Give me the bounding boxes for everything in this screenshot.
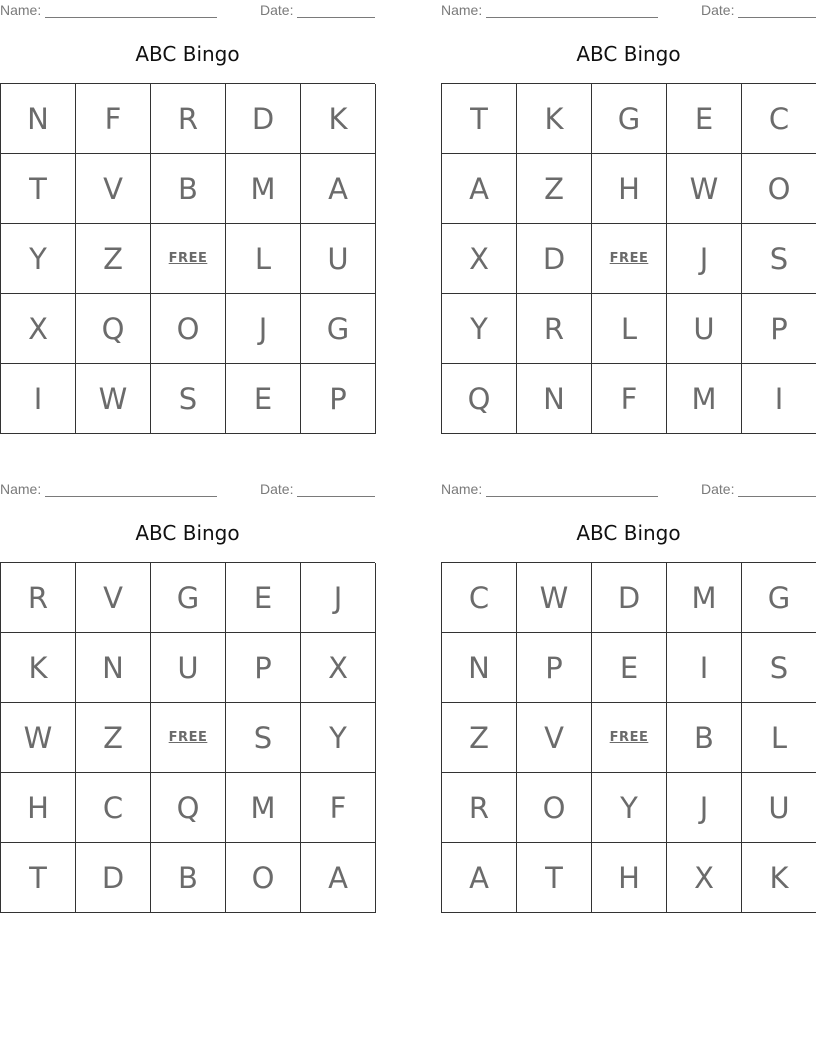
bingo-cell: J bbox=[667, 773, 742, 843]
date-field[interactable] bbox=[738, 17, 816, 18]
bingo-cell: N bbox=[517, 364, 592, 434]
bingo-cell: F bbox=[301, 773, 376, 843]
name-label: Name: bbox=[441, 2, 483, 18]
card-title: ABC Bingo bbox=[576, 521, 681, 545]
bingo-cell: X bbox=[1, 294, 76, 364]
bingo-cell: N bbox=[442, 633, 517, 703]
bingo-cell: M bbox=[667, 364, 742, 434]
bingo-cell: H bbox=[592, 843, 667, 913]
name-label: Name: bbox=[441, 481, 483, 497]
bingo-cell: T bbox=[517, 843, 592, 913]
bingo-cell: W bbox=[517, 563, 592, 633]
bingo-cell: C bbox=[76, 773, 151, 843]
bingo-cell: J bbox=[667, 224, 742, 294]
card-header bbox=[0, 481, 375, 499]
bingo-cell: V bbox=[517, 703, 592, 773]
card-title: ABC Bingo bbox=[135, 42, 240, 66]
date-label: Date: bbox=[701, 481, 735, 497]
bingo-cell: R bbox=[517, 294, 592, 364]
free-space-cell: FREE bbox=[592, 224, 667, 294]
bingo-cell: O bbox=[151, 294, 226, 364]
bingo-cell: Q bbox=[151, 773, 226, 843]
bingo-cell: I bbox=[742, 364, 816, 434]
bingo-cell: M bbox=[667, 563, 742, 633]
bingo-grid bbox=[0, 83, 375, 434]
bingo-cell: Q bbox=[442, 364, 517, 434]
bingo-cell: J bbox=[226, 294, 301, 364]
name-field[interactable] bbox=[486, 17, 658, 18]
bingo-cell: A bbox=[301, 843, 376, 913]
bingo-cell: G bbox=[742, 563, 816, 633]
bingo-cell: T bbox=[1, 843, 76, 913]
bingo-cell: X bbox=[301, 633, 376, 703]
bingo-cell: U bbox=[151, 633, 226, 703]
bingo-cell: D bbox=[226, 84, 301, 154]
bingo-cell: H bbox=[1, 773, 76, 843]
bingo-cell: W bbox=[1, 703, 76, 773]
bingo-cell: C bbox=[742, 84, 816, 154]
bingo-cell: E bbox=[592, 633, 667, 703]
bingo-cell: Z bbox=[517, 154, 592, 224]
bingo-cell: U bbox=[742, 773, 816, 843]
bingo-cell: L bbox=[592, 294, 667, 364]
bingo-cell: P bbox=[517, 633, 592, 703]
date-field[interactable] bbox=[297, 496, 375, 497]
bingo-cell: G bbox=[592, 84, 667, 154]
card-header bbox=[0, 2, 375, 20]
bingo-cell: F bbox=[76, 84, 151, 154]
bingo-cell: E bbox=[226, 563, 301, 633]
bingo-cell: B bbox=[667, 703, 742, 773]
bingo-cell: Z bbox=[442, 703, 517, 773]
bingo-cell: K bbox=[301, 84, 376, 154]
bingo-cell: W bbox=[76, 364, 151, 434]
bingo-cell: X bbox=[667, 843, 742, 913]
bingo-cell: K bbox=[1, 633, 76, 703]
bingo-cell: F bbox=[592, 364, 667, 434]
bingo-cell: N bbox=[1, 84, 76, 154]
date-field[interactable] bbox=[297, 17, 375, 18]
bingo-cell: G bbox=[301, 294, 376, 364]
bingo-cell: J bbox=[301, 563, 376, 633]
bingo-cell: T bbox=[1, 154, 76, 224]
date-label: Date: bbox=[260, 481, 294, 497]
card-header bbox=[441, 2, 816, 20]
bingo-cell: R bbox=[442, 773, 517, 843]
bingo-cell: B bbox=[151, 154, 226, 224]
bingo-grid bbox=[441, 562, 816, 913]
bingo-cell: L bbox=[226, 224, 301, 294]
bingo-cell: B bbox=[151, 843, 226, 913]
bingo-cell: Z bbox=[76, 703, 151, 773]
bingo-cell: K bbox=[742, 843, 816, 913]
bingo-cell: S bbox=[742, 224, 816, 294]
free-space-cell: FREE bbox=[151, 224, 226, 294]
card-header bbox=[441, 481, 816, 499]
bingo-cell: V bbox=[76, 154, 151, 224]
bingo-cell: S bbox=[226, 703, 301, 773]
bingo-cell: D bbox=[76, 843, 151, 913]
bingo-cell: D bbox=[517, 224, 592, 294]
bingo-cell: P bbox=[301, 364, 376, 434]
date-field[interactable] bbox=[738, 496, 816, 497]
bingo-cell: V bbox=[76, 563, 151, 633]
bingo-cell: S bbox=[742, 633, 816, 703]
bingo-cell: Q bbox=[76, 294, 151, 364]
date-label: Date: bbox=[701, 2, 735, 18]
bingo-cell: S bbox=[151, 364, 226, 434]
free-space-cell: FREE bbox=[592, 703, 667, 773]
bingo-cell: Y bbox=[1, 224, 76, 294]
bingo-cell: L bbox=[742, 703, 816, 773]
bingo-cell: U bbox=[301, 224, 376, 294]
card-title: ABC Bingo bbox=[135, 521, 240, 545]
bingo-cell: K bbox=[517, 84, 592, 154]
bingo-cell: D bbox=[592, 563, 667, 633]
bingo-cell: Y bbox=[301, 703, 376, 773]
bingo-cell: P bbox=[226, 633, 301, 703]
bingo-cell: W bbox=[667, 154, 742, 224]
bingo-cell: H bbox=[592, 154, 667, 224]
bingo-cell: A bbox=[442, 843, 517, 913]
free-space-cell: FREE bbox=[151, 703, 226, 773]
date-label: Date: bbox=[260, 2, 294, 18]
bingo-cell: I bbox=[1, 364, 76, 434]
bingo-cell: R bbox=[151, 84, 226, 154]
name-label: Name: bbox=[0, 2, 42, 18]
bingo-cell: U bbox=[667, 294, 742, 364]
bingo-cell: M bbox=[226, 773, 301, 843]
bingo-cell: O bbox=[226, 843, 301, 913]
bingo-cell: O bbox=[742, 154, 816, 224]
bingo-cell: P bbox=[742, 294, 816, 364]
name-field[interactable] bbox=[45, 17, 217, 18]
bingo-cell: M bbox=[226, 154, 301, 224]
bingo-cell: E bbox=[226, 364, 301, 434]
card-title: ABC Bingo bbox=[576, 42, 681, 66]
bingo-cell: G bbox=[151, 563, 226, 633]
bingo-cell: R bbox=[1, 563, 76, 633]
bingo-cell: N bbox=[76, 633, 151, 703]
name-field[interactable] bbox=[486, 496, 658, 497]
bingo-cell: O bbox=[517, 773, 592, 843]
bingo-cell: X bbox=[442, 224, 517, 294]
bingo-grid bbox=[441, 83, 816, 434]
bingo-cell: E bbox=[667, 84, 742, 154]
name-label: Name: bbox=[0, 481, 42, 497]
bingo-grid bbox=[0, 562, 375, 913]
bingo-cell: Y bbox=[442, 294, 517, 364]
bingo-cell: C bbox=[442, 563, 517, 633]
bingo-cell: T bbox=[442, 84, 517, 154]
name-field[interactable] bbox=[45, 496, 217, 497]
bingo-cell: I bbox=[667, 633, 742, 703]
bingo-cell: A bbox=[301, 154, 376, 224]
bingo-cell: Y bbox=[592, 773, 667, 843]
bingo-cell: A bbox=[442, 154, 517, 224]
bingo-cell: Z bbox=[76, 224, 151, 294]
